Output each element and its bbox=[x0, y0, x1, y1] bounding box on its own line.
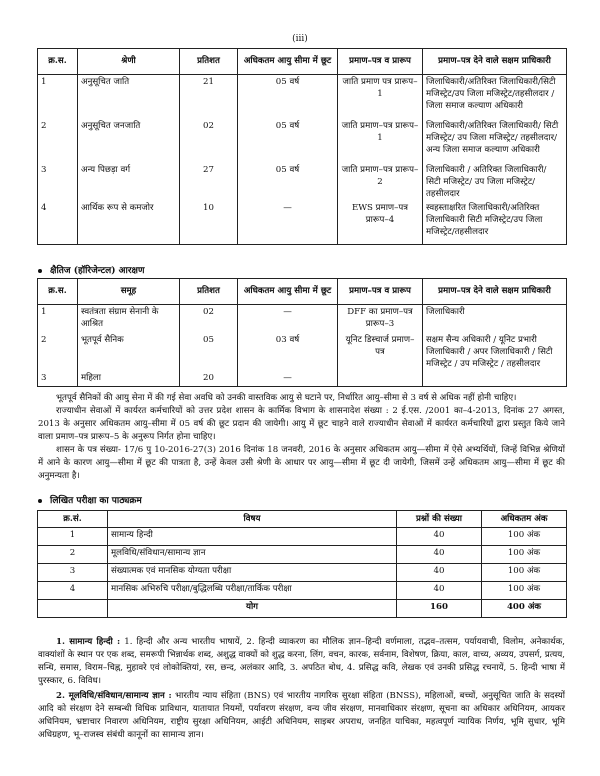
syllabus-paragraph bbox=[38, 636, 565, 688]
section-title: क्षैतिज (हॉरिजेन्टल) आरक्षण bbox=[50, 266, 145, 276]
cell-category: अन्य पिछड़ा वर्ग bbox=[78, 163, 180, 201]
cell-group: महिला bbox=[78, 371, 180, 387]
cell-marks: 100 अंक bbox=[482, 546, 567, 564]
header-group: समूह bbox=[78, 279, 180, 305]
table-header-row bbox=[38, 49, 567, 75]
cell-total-label: योग bbox=[108, 600, 397, 618]
page-number: (iii) bbox=[292, 34, 308, 44]
cell-category: अनुसूचित जाति bbox=[78, 75, 180, 119]
table-row bbox=[38, 305, 567, 333]
cell-authority: जिलाधिकारी/अतिरिक्त जिलाधिकारी/ सिटी मजिस्ट्रेट/ उप जिला मजिस्ट्रेट/ तहसीलदार/ अन्य जिला समाज कल्याण अधिकारी bbox=[423, 119, 567, 163]
header-authority: प्रमाण–पत्र देने वाले सक्षम प्राधिकारी bbox=[423, 49, 567, 75]
cell-authority: सक्षम सैन्य अधिकारी / यूनिट प्रभारी जिलाधिकारी / अपर जिलाधिकारी / सिटी मजिस्ट्रेट / उप मजिस्ट्रेट / तहसीलदार bbox=[423, 333, 567, 371]
exam-table bbox=[37, 510, 567, 618]
cell-percent: 10 bbox=[180, 201, 238, 245]
cell-sn: 3 bbox=[38, 371, 78, 387]
section-heading-syllabus bbox=[38, 493, 142, 506]
table-row bbox=[38, 119, 567, 163]
cell-category: आर्थिक रूप से कमजोर bbox=[78, 201, 180, 245]
table-row bbox=[38, 75, 567, 119]
cell-authority: जिलाधिकारी/अतिरिक्त जिलाधिकारी/सिटी मजिस्ट्रेट/उप जिला मजिस्ट्रेट/तहसीलदार / जिला समाज कल्याण अधिकारी bbox=[423, 75, 567, 119]
syllabus-paragraph bbox=[38, 690, 565, 742]
table-header-row bbox=[38, 279, 567, 305]
cell-certificate: जाति प्रमाण पत्र प्रारूप–1 bbox=[338, 75, 423, 119]
cell-sn: 2 bbox=[38, 333, 78, 371]
cell-marks: 100 अंक bbox=[482, 582, 567, 600]
cell-sn: 1 bbox=[38, 528, 108, 546]
cell-authority: स्वहस्ताक्षरित जिलाधिकारी/अतिरिक्त जिलाधिकारी सिटी मजिस्ट्रेट/उप जिला मजिस्ट्रेट/तहसीलदार bbox=[423, 201, 567, 245]
cell-certificate: DFF का प्रमाण–पत्र प्रारूप–3 bbox=[338, 305, 423, 333]
cell-category: अनुसूचित जनजाति bbox=[78, 119, 180, 163]
table-row bbox=[38, 546, 567, 564]
cell-sn: 3 bbox=[38, 564, 108, 582]
header-category: श्रेणी bbox=[78, 49, 180, 75]
cell-percent: 21 bbox=[180, 75, 238, 119]
cell-certificate: जाति प्रमाण–पत्र प्रारूप–2 bbox=[338, 163, 423, 201]
cell-questions: 40 bbox=[397, 528, 482, 546]
header-sn: क्र.सं. bbox=[38, 511, 108, 528]
cell-percent: 05 bbox=[180, 333, 238, 371]
cell-certificate: यूनिट डिस्चार्ज प्रमाण–पत्र bbox=[338, 333, 423, 371]
header-percent: प्रतिशत bbox=[180, 279, 238, 305]
cell-percent: 27 bbox=[180, 163, 238, 201]
cell-authority: जिलाधिकारी / अतिरिक्त जिलाधिकारी/ सिटी मजिस्ट्रेट/ उप जिला मजिस्ट्रेट/तहसीलदार bbox=[423, 163, 567, 201]
syllabus-text: भारतीय न्याय संहिता (BNS) एवं भारतीय नागरिक सुरक्षा संहिता (BNSS), महिलाओं, बच्चों, अनुसूचित जाति के सदस्यों आदि को संरक्षण देने सम्बन्धी विधिक प्राविधान, यातायात नियमों, पर्यावरण संरक्षण, वन्य जीव संरक्षण, मानवाधिकार संरक्षण, सूचना का अधिकार अधिनियम, आयकर अधिनियम, भ्रष्टाचार निवारण अधिनियम, राष्ट्रीय सुरक्षा अधिनियम, आईटी अधिनियम, साइबर अपराध, जनहित याचिका, महत्वपूर्ण न्यायिक निर्णय, भूमि सुधार, भूमि अधिग्रहण, भू–राजस्व संबंधी कानूनों का सामान्य ज्ञान। bbox=[38, 691, 565, 740]
cell-group: भूतपूर्व सैनिक bbox=[78, 333, 180, 371]
section-title: लिखित परीक्षा का पाठ्यक्रम bbox=[50, 496, 142, 506]
syllabus-text: 1. हिन्दी और अन्य भारतीय भाषायें, 2. हिन्दी व्याकरण का मौलिक ज्ञान–हिन्दी वर्णमाला, तद्भव–तत्सम, पर्यायवाची, विलोम, अनेकार्थक, वाक्यांशों के स्थान पर एक शब्द, समरूपी भिन्नार्थक शब्द, अशुद्ध वाक्यों को शुद्ध करना, लिंग, वचन, कारक, सर्वनाम, विशेषण, क्रिया, काल, वाच्य, अव्यय, उपसर्ग, प्रत्यय, सन्धि, समास, विराम–चिह्न, मुहावरे एवं लोकोक्तियां, रस, छन्द, अलंकार आदि, 3. अपठित बोध, 4. प्रसिद्ध कवि, लेखक एवं उनकी प्रसिद्ध रचनायें, 5. हिन्दी भाषा में पुरस्कार, 6. विविध। bbox=[38, 637, 565, 686]
cell-sn: 4 bbox=[38, 582, 108, 600]
table-row bbox=[38, 528, 567, 546]
cell-age: 05 वर्ष bbox=[238, 163, 338, 201]
cell-age: 05 वर्ष bbox=[238, 75, 338, 119]
header-subject: विषय bbox=[108, 511, 397, 528]
cell-age: — bbox=[238, 201, 338, 245]
cell-age: 05 वर्ष bbox=[238, 119, 338, 163]
table-total-row bbox=[38, 600, 567, 618]
table-row bbox=[38, 201, 567, 245]
cell-subject: मूलविधि/संविधान/सामान्य ज्ञान bbox=[108, 546, 397, 564]
cell-certificate bbox=[338, 371, 423, 387]
header-age-relax: अधिकतम आयु सीमा में छूट bbox=[238, 279, 338, 305]
cell-sn: 4 bbox=[38, 201, 78, 245]
cell-age: — bbox=[238, 305, 338, 333]
note-paragraph: शासन के पत्र संख्या- 17/6 पु 10-2016-27(3) 2016 दिनांक 18 जनवरी, 2016 के अनुसार अधिकतम आयु—सीमा में ऐसे अभ्यर्थियों, जिन्हें विभिन्न श्रेणियों में आने के कारण आयु—सीमा में छूट की पात्रता है, उन्हें केवल उसी श्रेणी के आधार पर आयु—सीमा में छूट दी जायेगी, जिसमें उन्हें अधिकतम आयु—सीमा में छूट की अनुमन्यता है। bbox=[38, 445, 565, 481]
notes-block bbox=[38, 392, 565, 483]
cell-empty bbox=[38, 600, 108, 618]
table-row bbox=[38, 564, 567, 582]
cell-sn: 2 bbox=[38, 546, 108, 564]
cell-questions: 40 bbox=[397, 582, 482, 600]
cell-age: 03 वर्ष bbox=[238, 333, 338, 371]
header-age-relax: अधिकतम आयु सीमा में छूट bbox=[238, 49, 338, 75]
cell-percent: 02 bbox=[180, 119, 238, 163]
syllabus-heading: 1. सामान्य हिन्दी : bbox=[56, 637, 121, 647]
cell-questions: 40 bbox=[397, 564, 482, 582]
note-paragraph: राज्याधीन सेवाओं में कार्यरत कर्मचारियों को उत्तर प्रदेश शासन के कार्मिक विभाग के शासनादेश संख्या : 2 ई.एस. /2001 का–4-2013, दिनांक 27 अगस्त, 2013 के अनुसार अधिकतम आयु–सीमा में 05 वर्ष की छूट प्रदान की जायेगी। आयु में छूट चाहने वाले राज्याधीन सेवाओं में कार्यरत कर्मचारियों द्वारा प्रस्तुत किये जाने वाला प्रमाण–पत्र प्रारूप–5 के अनुरूप निर्गत होना चाहिए। bbox=[38, 406, 565, 442]
header-certificate: प्रमाण–पत्र व प्रारूप bbox=[338, 279, 423, 305]
cell-sn: 1 bbox=[38, 75, 78, 119]
cell-subject: सामान्य हिन्दी bbox=[108, 528, 397, 546]
cell-subject: संख्यात्मक एवं मानसिक योग्यता परीक्षा bbox=[108, 564, 397, 582]
bullet-icon bbox=[38, 499, 42, 503]
cell-total-marks: 400 अंक bbox=[482, 600, 567, 618]
header-marks: अधिकतम अंक bbox=[482, 511, 567, 528]
cell-subject: मानसिक अभिरुचि परीक्षा/बुद्धिलब्धि परीक्षा/तार्किक परीक्षा bbox=[108, 582, 397, 600]
section-heading-horizontal bbox=[38, 263, 144, 276]
bullet-icon bbox=[38, 269, 42, 273]
syllabus-heading: 2. मूलविधि/संविधान/सामान्य ज्ञान : bbox=[56, 691, 172, 701]
cell-questions: 40 bbox=[397, 546, 482, 564]
reservation-table bbox=[37, 48, 567, 245]
cell-sn: 3 bbox=[38, 163, 78, 201]
header-sn: क्र.स. bbox=[38, 49, 78, 75]
header-certificate: प्रमाण–पत्र व प्रारूप bbox=[338, 49, 423, 75]
cell-certificate: जाति प्रमाण–पत्र प्रारूप–1 bbox=[338, 119, 423, 163]
table-row bbox=[38, 371, 567, 387]
cell-percent: 02 bbox=[180, 305, 238, 333]
header-sn: क्र.स. bbox=[38, 279, 78, 305]
header-authority: प्रमाण–पत्र देने वाले सक्षम प्राधिकारी bbox=[423, 279, 567, 305]
cell-authority: जिलाधिकारी bbox=[423, 305, 567, 333]
table-row bbox=[38, 582, 567, 600]
cell-marks: 100 अंक bbox=[482, 564, 567, 582]
cell-sn: 1 bbox=[38, 305, 78, 333]
cell-certificate: EWS प्रमाण–पत्र प्रारूप–4 bbox=[338, 201, 423, 245]
table-header-row bbox=[38, 511, 567, 528]
cell-marks: 100 अंक bbox=[482, 528, 567, 546]
header-percent: प्रतिशत bbox=[180, 49, 238, 75]
cell-sn: 2 bbox=[38, 119, 78, 163]
cell-age: — bbox=[238, 371, 338, 387]
note-paragraph: भूतपूर्व सैनिकों की आयु सेना में की गई सेवा अवधि को उनकी वास्तविक आयु से घटाने पर, निर्धारित आयु–सीमा से 3 वर्ष से अधिक नहीं होनी चाहिए। bbox=[56, 393, 517, 403]
cell-total-questions: 160 bbox=[397, 600, 482, 618]
cell-group: स्वतंत्रता संग्राम सेनानी के आश्रित bbox=[78, 305, 180, 333]
table-row bbox=[38, 333, 567, 371]
cell-percent: 20 bbox=[180, 371, 238, 387]
table-row bbox=[38, 163, 567, 201]
horizontal-reservation-table bbox=[37, 278, 567, 387]
header-questions: प्रश्नों की संख्या bbox=[397, 511, 482, 528]
syllabus-block bbox=[38, 636, 565, 742]
cell-authority bbox=[423, 371, 567, 387]
